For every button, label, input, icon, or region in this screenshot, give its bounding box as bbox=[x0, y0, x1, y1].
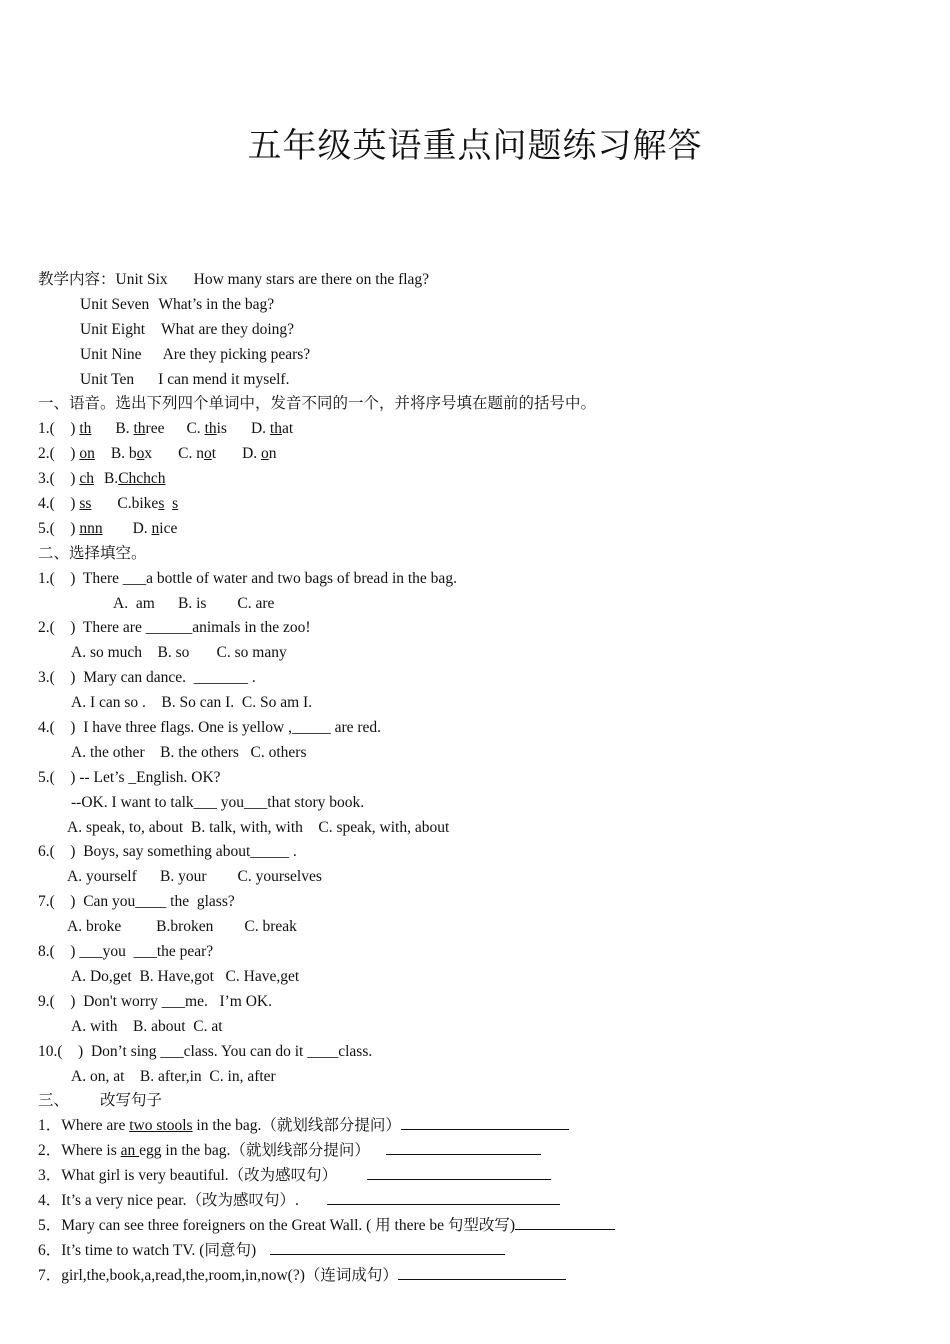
question: 1.( ) th B. three C. this D. that bbox=[38, 420, 294, 438]
rewrite-item: 2．Where is an egg in the bag.（就划线部分提问） bbox=[38, 1139, 918, 1164]
rewrite-item: 1．Where are two stools in the bag.（就划线部分提问） bbox=[38, 1114, 918, 1139]
section-heading: 二、选择填空。 bbox=[38, 544, 147, 562]
worksheet-body bbox=[38, 268, 918, 1289]
rewrite-item: 3．What girl is very beautiful.（改为感叹句） bbox=[38, 1164, 918, 1189]
section-heading: 一、语音。选出下列四个单词中，发音不同的一个，并将序号填在题前的括号中。 bbox=[38, 395, 597, 413]
unit-line: Unit Ten I can mend it myself. bbox=[80, 370, 290, 388]
answer-blank[interactable] bbox=[401, 1115, 569, 1130]
question: 5.( ) nnn D. nice bbox=[38, 519, 178, 537]
options: A. with B. about C. at bbox=[71, 1017, 223, 1035]
unit-line: Unit Nine Are they picking pears? bbox=[80, 345, 311, 363]
options: A. am B. is C. are bbox=[113, 594, 275, 612]
options: A. on, at B. after,in C. in, after bbox=[71, 1067, 276, 1085]
answer-blank[interactable] bbox=[270, 1240, 505, 1255]
question: 4.( ) I have three flags. One is yellow ,_____ are red. bbox=[38, 719, 382, 737]
answer-blank[interactable] bbox=[367, 1165, 551, 1180]
rewrite-item: 7．girl,the,book,a,read,the,room,in,now(?)（连词成句） bbox=[38, 1264, 918, 1289]
options: A. Do,get B. Have,got C. Have,get bbox=[71, 967, 300, 985]
answer-blank[interactable] bbox=[386, 1140, 541, 1155]
question: 2.( ) on B. box C. not D. on bbox=[38, 445, 277, 463]
rewrite-item: 6．It’s time to watch TV. (同意句) bbox=[38, 1239, 918, 1264]
options: A. broke B.broken C. break bbox=[67, 918, 297, 936]
rewrite-item: 4．It’s a very nice pear.（改为感叹句）. bbox=[38, 1189, 918, 1214]
question: 3.( ) Mary can dance. _______ . bbox=[38, 669, 256, 687]
unit-line: 教学内容：Unit Six How many stars are there on the flag? bbox=[38, 271, 430, 288]
question: 8.( ) ___you ___the pear? bbox=[38, 943, 214, 961]
answer-blank[interactable] bbox=[398, 1265, 566, 1280]
answer-blank[interactable] bbox=[515, 1215, 615, 1230]
options: A. yourself B. your C. yourselves bbox=[67, 868, 322, 886]
question: 3.( ) ch B.Chchch bbox=[38, 470, 166, 488]
question: 10.( ) Don’t sing ___class. You can do it ____class. bbox=[38, 1042, 373, 1060]
options: A. so much B. so C. so many bbox=[71, 644, 287, 662]
answer-blank[interactable] bbox=[327, 1190, 560, 1205]
question-continued: --OK. I want to talk___ you___that story book. bbox=[71, 793, 365, 811]
question: 6.( ) Boys, say something about_____ . bbox=[38, 843, 297, 861]
section-heading: 三、 改写句子 bbox=[38, 1092, 163, 1110]
question: 4.( ) ss C.bikes s bbox=[38, 495, 179, 513]
options: A. I can so . B. So can I. C. So am I. bbox=[71, 694, 313, 712]
page-title: 五年级英语重点问题练习解答 bbox=[247, 126, 703, 166]
unit-line: Unit Seven What’s in the bag? bbox=[80, 295, 275, 313]
unit-line: Unit Eight What are they doing? bbox=[80, 320, 294, 338]
question: 5.( ) -- Let’s _English. OK? bbox=[38, 768, 221, 786]
rewrite-item: 5．Mary can see three foreigners on the Great Wall. ( 用 there be 句型改写) bbox=[38, 1214, 918, 1239]
options: A. speak, to, about B. talk, with, with C. speak, with, about bbox=[67, 818, 450, 836]
options: A. the other B. the others C. others bbox=[71, 743, 307, 761]
question: 7.( ) Can you____ the glass? bbox=[38, 893, 235, 911]
question: 2.( ) There are ______animals in the zoo! bbox=[38, 619, 311, 637]
question: 1.( ) There ___a bottle of water and two bags of bread in the bag. bbox=[38, 569, 457, 587]
question: 9.( ) Don't worry ___me. I’m OK. bbox=[38, 992, 272, 1010]
